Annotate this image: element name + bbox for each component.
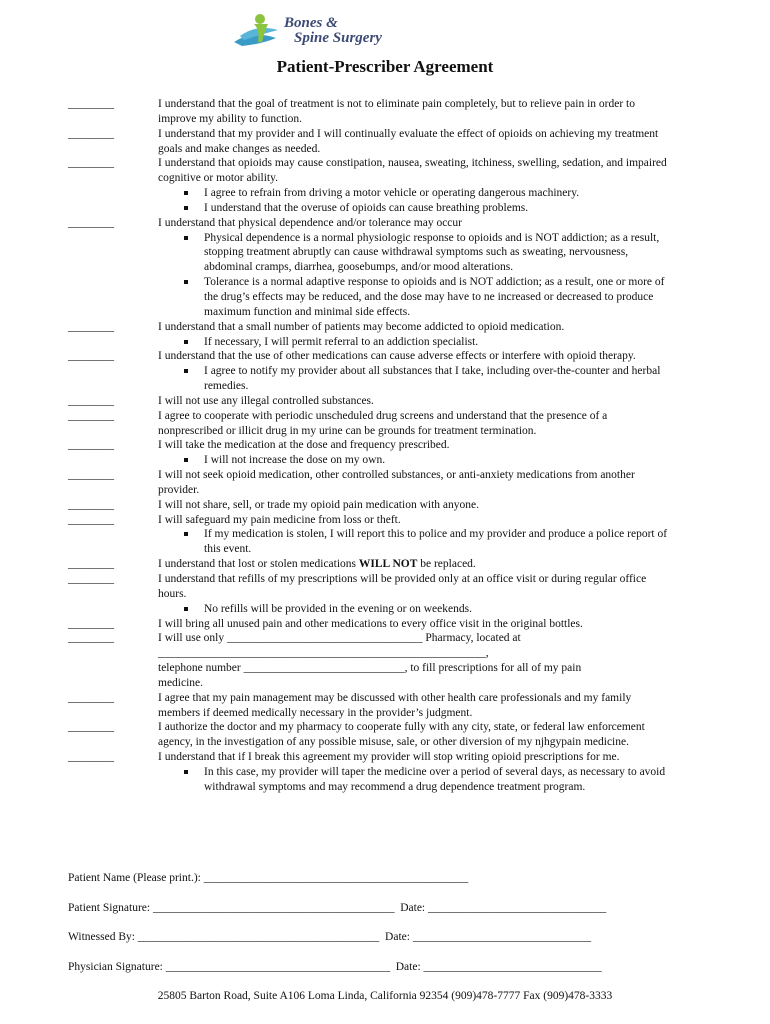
initials-blank[interactable]: ________ [68,409,114,422]
agreement-text [158,557,668,572]
sub-point: If necessary, I will permit referral to an addiction specialist. [158,335,668,350]
agreement-text [158,691,668,721]
spine-figure-icon [232,12,286,52]
agreement-statement: I agree to cooperate with periodic unscheduled drug screens and understand that the presence of a nonprescribed or illicit drug in my urine can be grounds for treatment termination. [158,409,608,437]
sub-points [158,453,668,468]
sub-point: No refills will be provided in the evening or on weekends. [158,602,668,617]
sub-point: In this case, my provider will taper the medicine over a period of several days, as necessary to avoid withdrawal symptoms and may recommend a drug dependence treatment program. [158,765,668,795]
sub-point: I will not increase the dose on my own. [158,453,668,468]
sub-point: I agree to refrain from driving a motor vehicle or operating dangerous machinery. [158,186,668,201]
agreement-text [158,498,668,513]
initials-blank[interactable]: ________ [68,157,114,170]
agreement-item [68,468,668,498]
initials-blank[interactable]: ________ [68,394,114,407]
agreement-text [158,468,668,498]
agreement-statement: I understand that the goal of treatment is not to eliminate pain completely, but to relieve pain in order to improve my ability to function. [158,98,636,125]
agreement-text [158,617,668,632]
sub-points [158,186,668,216]
initials-blank[interactable]: ________ [68,632,114,645]
initials-blank[interactable]: ________ [68,350,114,363]
agreement-item [68,409,668,439]
agreement-text [158,320,668,350]
agreement-items [68,97,668,795]
agreement-item [68,557,668,572]
initials-blank[interactable]: ________ [68,721,114,734]
sub-point: I agree to notify my provider about all substances that I take, including over-the-counter and herbal remedies. [158,364,668,394]
agreement-item [68,631,668,690]
footer-address: 25805 Barton Road, Suite A106 Loma Linda, California 92354 (909)478-7777 Fax (909)478-3333 [157,990,613,1002]
agreement-text [158,394,668,409]
sub-points [158,527,668,557]
pharmacy-line[interactable]: I will use only __________________________________ Pharmacy, located at [158,632,521,645]
page-title: Patient-Prescriber Agreement [276,57,494,76]
agreement-item [68,216,668,320]
agreement-statement: I understand that physical dependence and/or tolerance may occur [158,216,462,229]
initials-blank[interactable]: ________ [68,216,114,229]
agreement-item [68,394,668,409]
initials-blank[interactable]: ________ [68,439,114,452]
agreement-text [158,349,668,394]
sub-point: I understand that the overuse of opioids can cause breathing problems. [158,201,668,216]
agreement-item [68,617,668,632]
initials-blank[interactable]: ________ [68,558,114,571]
agreement-statement: I authorize the doctor and my pharmacy to cooperate fully with any city, state, or federal law enforcement agency, in the investigation of any possible misuse, sale, or other diversion of my njhgypain medicine. [158,721,645,749]
agreement-text [158,572,668,617]
agreement-statement: I understand that the use of other medications can cause adverse effects or interfere with opioid therapy. [158,350,636,363]
agreement-statement: I will not seek opioid medication, other controlled substances, or anti-anxiety medications from another provider. [158,469,635,496]
initials-blank[interactable]: ________ [68,513,114,526]
agreement-statement: I agree that my pain management may be discussed with other health care professionals and my family members if deemed medically necessary in the provider’s judgment. [158,691,632,719]
practice-logo [232,12,402,52]
agreement-text [158,720,668,750]
sub-point: Physical dependence is a normal physiologic response to opioids and is NOT addiction; as a result, stopping treatment abruptly can cause withdrawal symptoms such as sweating, nervousness, abdominal cramps, diarrhea, goosebumps, and/or mood alterations. [158,231,668,276]
agreement-item [68,720,668,750]
agreement-statement: I understand that if I break this agreement my provider will stop writing opioid prescriptions for me. [158,751,620,764]
agreement-text [158,409,668,439]
emphasis-text: WILL NOT [358,558,418,571]
sub-points [158,602,668,617]
agreement-statement: I understand that a small number of patients may become addicted to opioid medication. [158,320,565,333]
agreement-statement: I will safeguard my pain medicine from loss or theft. [158,513,401,526]
statement-fragment: be replaced. [417,558,476,571]
pharmacy-line[interactable]: _________________________________________________________, [158,647,489,660]
initials-blank[interactable]: ________ [68,469,114,482]
agreement-text [158,438,668,468]
agreement-text [158,216,668,320]
agreement-item [68,438,668,468]
sub-points [158,364,668,394]
logo-wordmark [284,16,382,46]
agreement-statement: I will not share, sell, or trade my opioid pain medication with anyone. [158,498,479,511]
initials-blank[interactable]: ________ [68,320,114,333]
agreement-item [68,513,668,558]
agreement-item [68,691,668,721]
agreement-text [158,156,668,215]
agreement-text [158,750,668,795]
agreement-text [158,97,668,127]
initials-blank[interactable]: ________ [68,691,114,704]
initials-blank[interactable]: ________ [68,573,114,585]
initials-blank[interactable]: ________ [68,751,114,764]
statement-fragment: I understand that lost or stolen medications [158,558,359,571]
witnessed-by-field[interactable]: Witnessed By: __________________________________________ Date: _______________________________ [68,931,592,943]
sub-points [158,335,668,350]
agreement-text [158,513,668,558]
sub-point: If my medication is stolen, I will report this to police and my provider and produce a police report of this event. [158,527,668,557]
agreement-item [68,572,668,617]
agreement-statement [158,557,668,572]
patient-name-field[interactable]: Patient Name (Please print.): ______________________________________________ [68,872,469,884]
initials-blank[interactable]: ________ [68,617,114,630]
logo-line-1: Bones & [284,15,338,31]
agreement-item [68,750,668,795]
pharmacy-line[interactable]: telephone number ____________________________, to fill prescriptions for all of my pain [158,662,582,675]
pharmacy-line[interactable]: medicine. [158,676,204,689]
logo-line-2: Spine Surgery [294,30,382,46]
sub-point: Tolerance is a normal adaptive response to opioids and is NOT addiction; as a result, one or more of the drug’s effects may be reduced, and the dose may have to ne increased or decreased to produce maximum function and minimal side effects. [158,275,668,320]
agreement-text [158,631,668,690]
agreement-item [68,97,668,127]
agreement-statement: I will not use any illegal controlled substances. [158,394,374,407]
initials-blank[interactable]: ________ [68,127,114,140]
patient-signature-field[interactable]: Patient Signature: __________________________________________ Date: _______________________________ [68,901,607,914]
agreement-item [68,320,668,350]
agreement-text [158,127,668,157]
agreement-item [68,156,668,215]
agreement-statement: I will take the medication at the dose and frequency prescribed. [158,439,450,452]
agreement-item [68,127,668,157]
agreement-item [68,349,668,394]
physician-signature-field[interactable]: Physician Signature: _______________________________________ Date: _______________________________ [68,960,602,973]
agreement-statement: I will bring all unused pain and other medications to every office visit in the original bottles. [158,617,583,630]
sub-points [158,765,668,795]
agreement-statement: I understand that my provider and I will continually evaluate the effect of opioids on achieving my treatment goals and make changes as needed. [158,127,659,155]
sub-points [158,231,668,320]
agreement-statement: I understand that opioids may cause constipation, nausea, sweating, itchiness, swelling, sedation, and impaired cognitive or motor ability. [158,157,667,185]
agreement-item [68,498,668,513]
agreement-statement: I understand that refills of my prescriptions will be provided only at an office visit or during regular office hours. [158,573,647,600]
initials-blank[interactable]: ________ [68,98,114,110]
initials-blank[interactable]: ________ [68,498,114,511]
signature-block [68,872,606,990]
